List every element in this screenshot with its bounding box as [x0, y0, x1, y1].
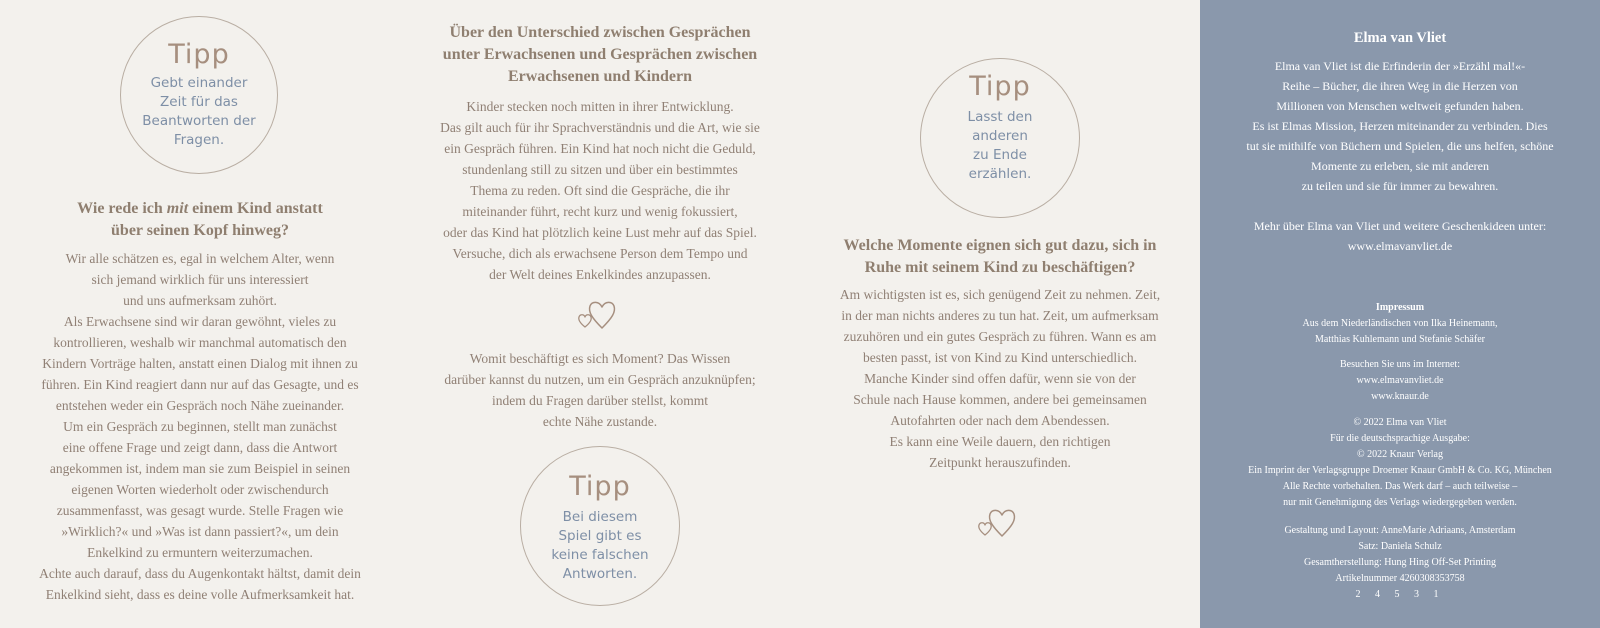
heading-text: Wie rede ich: [77, 200, 167, 217]
heading-line: [77, 200, 323, 217]
bio-line: zu teilen und sie für immer zu bewahren.: [1301, 179, 1499, 193]
body-line: kontrollieren, weshalb wir manchmal automatisch den: [53, 335, 347, 350]
bio-line: tut sie mithilfe von Büchern und Spielen, die uns helfen, schöne: [1246, 139, 1554, 153]
body-line: Kinder stecken noch mitten in ihrer Entwicklung.: [466, 99, 734, 114]
panel-2: [400, 0, 800, 628]
tip-line: Bei diesem: [562, 509, 638, 525]
impressum-line: Gestaltung und Layout: AnneMarie Adriaans, Amsterdam: [1284, 525, 1516, 536]
impressum-line: Aus dem Niederländischen von Ilka Heinemann,: [1302, 318, 1498, 329]
section-heading: [400, 22, 800, 88]
body-line: Als Erwachsene sind wir daran gewöhnt, vieles zu: [63, 314, 337, 329]
tip-line: anderen: [972, 128, 1028, 144]
body-line: der Welt deines Enkelkindes anzupassen.: [489, 267, 711, 282]
body-line: Manche Kinder sind offen dafür, wenn sie von der: [864, 371, 1136, 386]
body-line: oder das Kind hat plötzlich keine Lust mehr auf das Spiel.: [443, 225, 757, 240]
body-line: Am wichtigsten ist es, sich genügend Zeit zu nehmen. Zeit,: [839, 287, 1161, 302]
body-line: miteinander führt, recht kurz und wenig fokussiert,: [462, 204, 738, 219]
body-line: zuzuhören und ein gutes Gespräch zu führen. Wann es am: [843, 329, 1157, 344]
heading-line: Welche Momente eignen sich gut dazu, sich in: [843, 237, 1157, 254]
body-line: Enkelkind sieht, dass es deine volle Aufmerksamkeit hat.: [45, 587, 355, 602]
body-paragraph: [400, 96, 800, 285]
impressum-line: Artikelnummer 4260308353758: [1335, 573, 1465, 584]
body-line: Zeitpunkt herauszufinden.: [929, 455, 1071, 470]
tip-line: Fragen.: [173, 132, 225, 148]
body-line: echte Nähe zustande.: [542, 414, 658, 429]
body-line: ein Gespräch führen. Ein Kind hat noch nicht die Geduld,: [444, 141, 756, 156]
tip-line: Spiel gibt es: [558, 528, 642, 544]
body-line: Achte auch darauf, dass du Augenkontakt hältst, damit dein: [39, 566, 361, 581]
impressum-line: Satz: Daniela Schulz: [1358, 541, 1442, 552]
body-line: Wir alle schätzen es, egal in welchem Alter, wenn: [65, 251, 335, 266]
body-line: Kindern Vorträge halten, anstatt einen Dialog mit ihnen zu: [42, 356, 358, 371]
tip-title: Tipp: [168, 39, 230, 70]
body-line: Womit beschäftigt es sich Moment? Das Wissen: [469, 351, 731, 366]
impressum-visit: [1200, 357, 1600, 405]
hearts-icon: [976, 504, 1022, 540]
body-line: angekommen ist, indem man sie zum Beispiel in seinen: [49, 461, 351, 476]
website-link[interactable]: www.elmavanvliet.de: [1356, 375, 1444, 386]
tip-line: Zeit für das: [160, 94, 238, 110]
body-paragraph: [0, 248, 400, 605]
body-line: Es kann eine Weile dauern, den richtigen: [889, 434, 1111, 449]
body-line: Autofahrten oder nach dem Abendessen.: [890, 413, 1110, 428]
tip-line: Lasst den: [967, 109, 1033, 125]
hearts-icon: [576, 296, 622, 332]
section-heading: [0, 198, 400, 242]
body-line: stundenlang still zu sitzen und über ein bestimmtes: [462, 162, 738, 177]
tip-line: Beantworten der: [142, 113, 256, 129]
panel-1: [0, 0, 400, 628]
tip-bubble-2: [520, 446, 680, 606]
body-line: und uns aufmerksam zuhört.: [123, 293, 277, 308]
body-line: Versuche, dich als erwachsene Person dem Tempo und: [452, 246, 748, 261]
heading-line: Erwachsenen und Kindern: [507, 68, 693, 85]
impressum-line: © 2022 Knaur Verlag: [1356, 449, 1443, 460]
body-line: Enkelkind zu ermuntern weiterzumachen.: [87, 545, 313, 560]
heading-line: Über den Unterschied zwischen Gesprächen: [449, 24, 751, 41]
body-line: zusammenfasst, was gesagt wurde. Stelle Fragen wie: [56, 503, 344, 518]
body-line: in der man nichts anderes zu tun hat. Zeit, um aufmerksam: [841, 308, 1159, 323]
tip-title: Tipp: [569, 471, 631, 502]
body-line: führen. Ein Kind reagiert dann nur auf das Gesagte, und es: [41, 377, 359, 392]
heading-text: einem Kind anstatt: [188, 200, 323, 217]
impressum-line: Matthias Kuhlemann und Stefanie Schäfer: [1315, 334, 1485, 345]
body-line: Das gilt auch für ihr Sprachverständnis und die Art, wie sie: [440, 120, 760, 135]
website-link[interactable]: www.elmavanvliet.de: [1347, 239, 1453, 253]
more-line: Mehr über Elma van Vliet und weitere Geschenkideen unter:: [1253, 219, 1547, 233]
impressum-rights: [1200, 415, 1600, 511]
more-info: [1200, 216, 1600, 256]
body-line: Thema zu reden. Oft sind die Gespräche, die ihr: [470, 183, 730, 198]
heading-line: unter Erwachsenen und Gesprächen zwischen: [442, 46, 758, 63]
impressum-header: [1200, 300, 1600, 348]
heading-line: Ruhe mit seinem Kind zu beschäftigen?: [864, 259, 1136, 276]
print-run: 2 4 5 3 1: [1355, 589, 1445, 600]
body-paragraph: [400, 348, 800, 432]
heading-emphasis: mit: [166, 200, 189, 217]
impressum-line: Alle Rechte vorbehalten. Das Werk darf – auch teilweise –: [1282, 481, 1518, 492]
body-line: sich jemand wirklich für uns interessiert: [91, 272, 309, 287]
bio-line: Millionen von Menschen weltweit gefunden haben.: [1276, 99, 1524, 113]
bio-line: Es ist Elmas Mission, Herzen miteinander zu verbinden. Dies: [1252, 119, 1548, 133]
tip-line: Antworten.: [562, 566, 638, 582]
tip-line: zu Ende: [973, 147, 1027, 163]
impressum-line: Ein Imprint der Verlagsgruppe Droemer Knaur GmbH & Co. KG, München: [1248, 465, 1552, 476]
author-sidebar: [1200, 0, 1600, 628]
body-line: entstehen weder ein Gespräch noch Nähe zueinander.: [55, 398, 345, 413]
body-line: besten passt, ist von Kind zu Kind unterschiedlich.: [862, 350, 1138, 365]
bio-line: Reihe – Bücher, die ihren Weg in die Herzen von: [1282, 79, 1518, 93]
body-line: eigenen Worten wiederholt oder zwischendurch: [71, 482, 329, 497]
section-heading: [800, 235, 1200, 279]
tip-bubble-3: [920, 58, 1080, 218]
tip-bubble-1: [120, 16, 278, 174]
website-link[interactable]: www.knaur.de: [1371, 391, 1429, 402]
body-line: Schule nach Hause kommen, andere bei gemeinsamen: [853, 392, 1147, 407]
heading-line: über seinen Kopf hinweg?: [111, 222, 289, 239]
author-name: Elma van Vliet: [1353, 30, 1447, 46]
tip-title: Tipp: [969, 71, 1031, 102]
body-line: »Wirklich?« und »Was ist dann passiert?«, um dein: [61, 524, 339, 539]
impressum-line: Besuchen Sie uns im Internet:: [1340, 359, 1460, 370]
impressum-line: Gesamtherstellung: Hung Hing Off-Set Printing: [1303, 557, 1497, 568]
impressum-line: Für die deutschsprachige Ausgabe:: [1330, 433, 1470, 444]
body-line: eine offene Frage und zeigt dann, dass die Antwort: [62, 440, 338, 455]
tip-line: keine falschen: [551, 547, 649, 563]
impressum-line: © 2022 Elma van Vliet: [1353, 417, 1447, 428]
bio-line: Elma van Vliet ist die Erfinderin der »Erzähl mal!«-: [1274, 59, 1526, 73]
tip-line: erzählen.: [968, 166, 1032, 182]
body-paragraph: [800, 284, 1200, 473]
body-line: darüber kannst du nutzen, um ein Gespräch anzuknüpfen;: [444, 372, 756, 387]
bio-line: Momente zu erleben, sie mit anderen: [1311, 159, 1489, 173]
tip-line: Gebt einander: [150, 75, 248, 91]
body-line: indem du Fragen darüber stellst, kommt: [492, 393, 708, 408]
panel-3: [800, 0, 1200, 628]
impressum-credits: [1200, 523, 1600, 603]
author-bio: [1200, 56, 1600, 196]
impressum-line: nur mit Genehmigung des Verlags wiedergegeben werden.: [1283, 497, 1517, 508]
impressum-title: Impressum: [1375, 302, 1425, 313]
body-line: Um ein Gespräch zu beginnen, stellt man zunächst: [63, 419, 337, 434]
